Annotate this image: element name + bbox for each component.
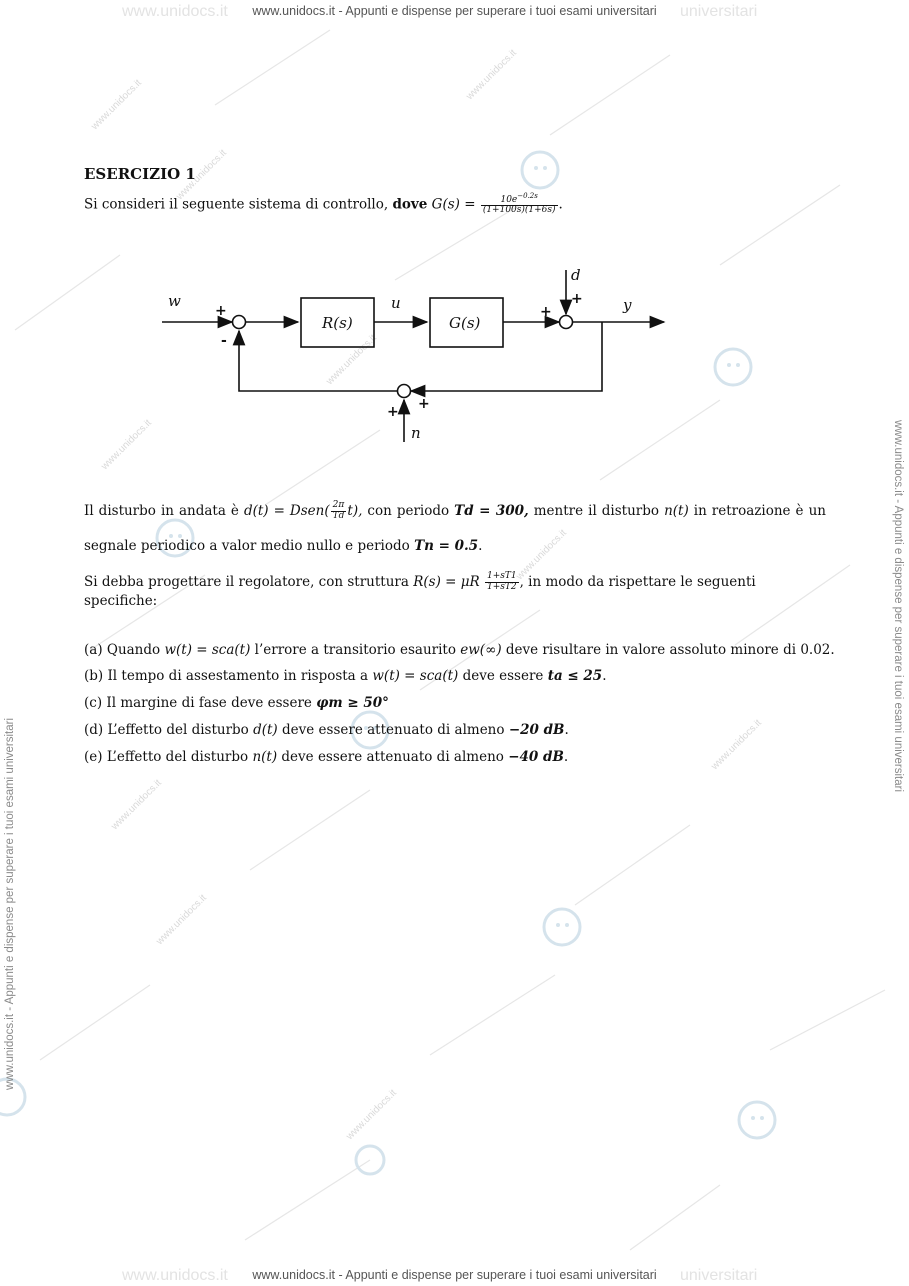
spec-text: deve essere: [462, 668, 544, 684]
G-exp: −0.2s: [517, 191, 538, 200]
label-n: n: [411, 424, 421, 442]
watermark-ghost-left-footer: www.unidocs.it: [122, 1267, 228, 1284]
watermark-header[interactable]: www.unidocs.it - Appunti e dispense per superare i tuoi esami universitari: [252, 4, 657, 18]
R-fraction: [485, 572, 519, 593]
regulator-paragraph: [84, 572, 826, 609]
sign-plus-d: +: [571, 291, 583, 307]
spec-text: deve essere attenuato di almeno: [281, 749, 504, 765]
G-block-label: G(s): [449, 314, 481, 332]
d-text-d: in retroazione è un segnale periodico a valor medio nullo e periodo: [84, 503, 826, 555]
watermark-ghost-right-footer: universitari: [680, 1267, 758, 1284]
exercise-intro: [84, 193, 826, 217]
d-frac-num: 2π: [331, 501, 347, 512]
n-expr: n(t): [664, 503, 689, 519]
watermark-ghost-right: universitari: [680, 3, 758, 20]
label-d: d: [571, 266, 581, 284]
G-fraction: [481, 193, 558, 217]
svg-text:www.unidocs.it: www.unidocs.it: [324, 332, 379, 388]
spec-text: l’errore a transitorio esaurito: [254, 642, 456, 658]
d-text-c: mentre il disturbo: [533, 503, 660, 519]
exercise-title: ESERCIZIO 1: [84, 165, 196, 183]
svg-text:www.unidocs.it: www.unidocs.it: [514, 527, 569, 583]
sign-plus-w: +: [215, 303, 227, 319]
R-den: 1+sT2: [486, 581, 517, 592]
svg-text:www.unidocs.it: www.unidocs.it: [344, 1087, 399, 1143]
spec-item: [84, 668, 826, 684]
spec-item: [84, 749, 826, 765]
svg-text:www.unidocs.it: www.unidocs.it: [464, 47, 519, 103]
spec-expr2: −40 dB: [508, 749, 564, 765]
d-expr: d(t) = Dsen(: [243, 503, 330, 519]
block-diagram: [150, 258, 690, 458]
intro-text: Si consideri il seguente sistema di controllo,: [84, 195, 389, 212]
sign-plus-n: +: [387, 404, 399, 420]
R-lhs: R(s) = μR: [413, 573, 480, 590]
G-den: (1+100s)(1+6s): [482, 205, 556, 216]
d-text-a: Il disturbo in andata è: [84, 503, 239, 519]
spec-expr: w(t) = sca(t): [164, 642, 251, 658]
spec-text: deve essere attenuato di almeno: [282, 722, 505, 738]
watermark-side-right: www.unidocs.it - Appunti e dispense per superare i tuoi esami universitari: [892, 420, 904, 793]
label-y: y: [623, 296, 632, 314]
p2-text-a: Si debba progettare il regolatore, con struttura: [84, 573, 409, 590]
spec-prefix: (e) L’effetto del disturbo: [84, 749, 249, 765]
d-text-b: con periodo: [367, 503, 450, 519]
spec-item: [84, 642, 835, 658]
sum-node-1: [233, 316, 246, 329]
d-fraction: [331, 501, 347, 522]
R-block-label: R(s): [322, 314, 353, 332]
spec-expr: n(t): [252, 749, 278, 765]
sign-plus-fb: +: [418, 396, 430, 412]
spec-expr2: ta ≤ 25: [547, 668, 603, 684]
G-lhs: G(s) =: [431, 195, 476, 212]
sum-node-2: [560, 316, 573, 329]
spec-tail: deve risultare in valore assoluto minore di 0.02.: [505, 642, 835, 658]
disturbance-paragraph: Il disturbo in andata è d(t) = Dsen( $\frac{2\pi}{Td}$ t), con periodo Td = 300, mentre il disturbo n(t) in retroazione è un segnale periodico a valor medio nullo e periodo Tn = 0.5.: [84, 500, 826, 555]
watermark-side-left: www.unidocs.it - Appunti e dispense per superare i tuoi esami universitari: [4, 717, 16, 1090]
p2-text-b: , in modo da rispettare le seguenti specifiche:: [84, 573, 756, 609]
spec-tail: .: [563, 749, 569, 765]
svg-text:www.unidocs.it: www.unidocs.it: [89, 77, 144, 133]
sign-plus-g: +: [540, 304, 552, 320]
svg-text:www.unidocs.it: www.unidocs.it: [174, 147, 229, 203]
sign-minus-fb: -: [221, 333, 227, 349]
spec-prefix: (d) L’effetto del disturbo: [84, 722, 249, 738]
svg-text:www.unidocs.it: www.unidocs.it: [109, 777, 164, 833]
svg-text:www.unidocs.it: www.unidocs.it: [99, 417, 154, 473]
d-frac-den: Td: [332, 511, 345, 521]
spec-expr2: −20 dB: [508, 722, 565, 738]
spec-expr: d(t): [253, 722, 278, 738]
spec-expr2: ew(∞): [460, 642, 502, 658]
d-expr-end: t),: [347, 503, 363, 519]
exercise-header: [84, 165, 826, 216]
spec-prefix: (c) Il margine di fase deve essere: [84, 695, 312, 711]
label-u: u: [391, 294, 401, 312]
R-num: 1+sT1: [486, 571, 517, 581]
sum-node-3: [398, 385, 411, 398]
spec-tail: .: [564, 722, 569, 738]
feedback-path: [411, 322, 602, 391]
svg-text:www.unidocs.it: www.unidocs.it: [154, 892, 209, 948]
svg-text:www.unidocs.it: www.unidocs.it: [709, 717, 764, 773]
spec-expr: φm ≥ 50°: [316, 695, 389, 711]
G-end: .: [558, 195, 563, 212]
spec-prefix: (a) Quando: [84, 642, 161, 658]
Tn-expr: Tn = 0.5: [414, 538, 479, 555]
spec-expr: w(t) = sca(t): [372, 668, 459, 684]
label-w: w: [168, 292, 181, 310]
Td-expr: Td = 300,: [454, 503, 529, 519]
watermark-footer[interactable]: www.unidocs.it - Appunti e dispense per superare i tuoi esami universitari: [252, 1268, 657, 1282]
watermark-ghost-left: www.unidocs.it: [122, 3, 228, 20]
spec-item: [84, 695, 826, 711]
spec-prefix: (b) Il tempo di assestamento in risposta a: [84, 668, 369, 684]
spec-item: [84, 722, 826, 738]
G-num: 10e: [500, 194, 518, 205]
intro-bold: dove: [392, 195, 428, 212]
spec-tail: .: [602, 668, 607, 684]
